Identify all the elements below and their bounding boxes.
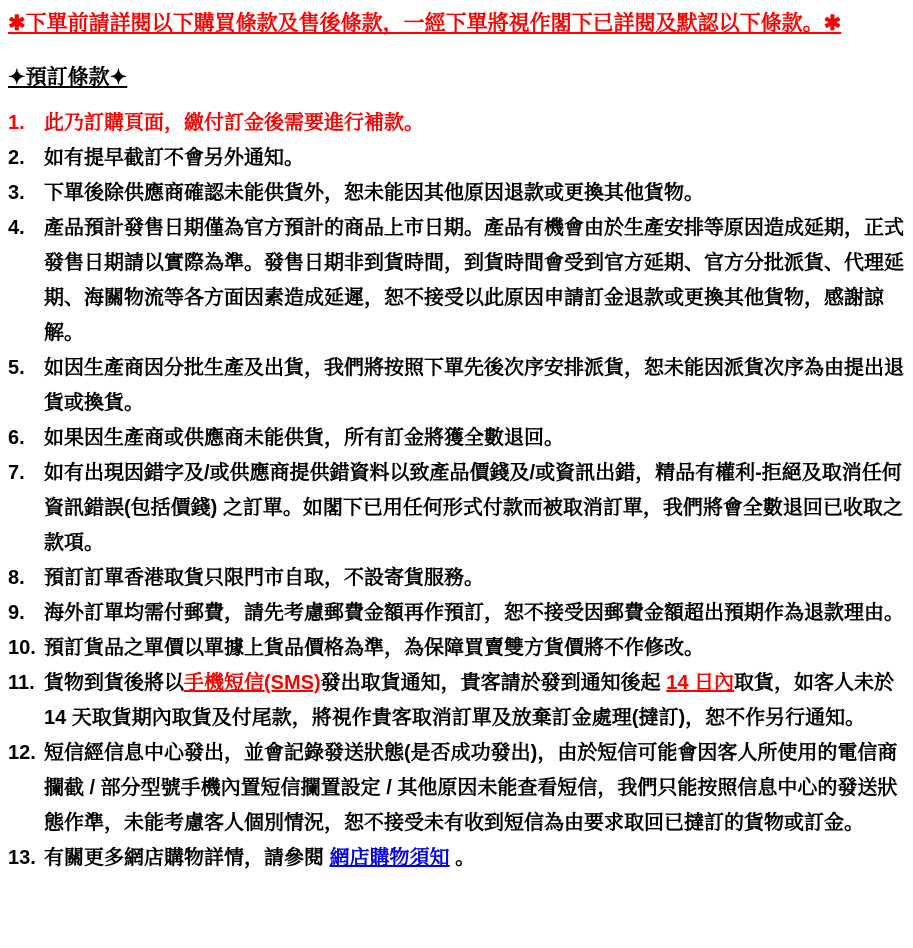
term-number: 2. (8, 147, 25, 169)
term-text-segment: 短信經信息中心發出，並會記錄發送狀態(是否成功發出)，由於短信可能會因客人所使用的電信商攔截 / 部分型號手機內置短信攔置設定 / 其他原因未能查看短信，我們只能按照信息中心的發送狀態作準，未能考慮客人個別情況，恕不接受未有收到短信為由要求取回已撻訂的貨物或訂金。 (44, 742, 898, 834)
term-item-7 (8, 456, 905, 561)
term-item-8 (8, 561, 905, 596)
term-text (44, 561, 905, 596)
term-text-segment: 產品預計發售日期僅為官方預計的商品上市日期。產品有機會由於生產安排等原因造成延期，正式發售日期請以實際為準。發售日期非到貨時間，到貨時間會受到官方延期、官方分批派貨、代理延期、海關物流等各方面因素造成延遲，恕不接受以此原因申請訂金退款或更換其他貨物，感謝諒解。 (44, 217, 904, 344)
highlighted-term-text: 手機短信(SMS) (184, 672, 321, 694)
shop-notice-link[interactable]: 網店購物須知 (329, 847, 450, 869)
term-number: 1. (8, 112, 25, 134)
term-number: 8. (8, 567, 25, 589)
section-title: ✦預訂條款✦ (8, 66, 128, 89)
term-number: 12. (8, 742, 36, 764)
term-item-9 (8, 596, 905, 631)
term-item-12 (8, 736, 905, 841)
term-item-6 (8, 421, 905, 456)
term-text (44, 176, 905, 211)
term-number: 4. (8, 217, 25, 239)
term-text-segment: 取貨，如客人未於 14 天取貨期內取貨及付尾款，將視作貴客取消訂單及放棄訂金處理(撻訂)，恕不作另行通知。 (44, 672, 895, 729)
term-item-1 (8, 106, 905, 141)
term-text (44, 351, 905, 421)
term-item-3 (8, 176, 905, 211)
term-number: 10. (8, 637, 36, 659)
term-number: 9. (8, 602, 25, 624)
term-text (44, 841, 905, 876)
term-text-segment: 如有出現因錯字及/或供應商提供錯資料以致產品價錢及/或資訊出錯，精品有權利-拒絕及取消任何資訊錯誤(包括價錢) 之訂單。如閣下已用任何形式付款而被取消訂單，我們將會全數退回已收取之款項。 (44, 462, 903, 554)
header-notice: ✱下單前請詳閱以下購買條款及售後條款，一經下單將視作閣下已詳閱及默認以下條款。✱ (8, 12, 842, 35)
term-item-5 (8, 351, 905, 421)
term-text (44, 106, 905, 141)
term-item-13 (8, 841, 905, 876)
term-text (44, 421, 905, 456)
term-text-segment: 如因生產商因分批生產及出貨，我們將按照下單先後次序安排派貨，恕未能因派貨次序為由提出退貨或換貨。 (44, 357, 904, 414)
term-number: 5. (8, 357, 25, 379)
term-text-segment: 發出取貨通知，貴客請於發到通知後起 (320, 672, 667, 694)
term-text-segment: 海外訂單均需付郵費，請先考慮郵費金額再作預訂，恕不接受因郵費金額超出預期作為退款理由。 (44, 602, 904, 624)
term-item-2 (8, 141, 905, 176)
term-number: 6. (8, 427, 25, 449)
term-number: 13. (8, 847, 36, 869)
term-text-segment: 如有提早截訂不會另外通知。 (44, 147, 304, 169)
term-text-segment: 此乃訂購頁面，繳付訂金後需要進行補款。 (44, 112, 424, 134)
term-text-segment: 預訂貨品之單價以單據上貨品價格為準，為保障買賣雙方貨價將不作修改。 (44, 637, 704, 659)
term-text (44, 141, 905, 176)
term-number: 3. (8, 182, 25, 204)
term-text (44, 211, 905, 351)
highlighted-term-text: 14 日內 (666, 672, 735, 694)
terms-list (8, 106, 905, 876)
term-number: 11. (8, 672, 35, 694)
term-text (44, 736, 905, 841)
term-text (44, 631, 905, 666)
term-text-segment: 預訂訂單香港取貨只限門市自取，不設寄貨服務。 (44, 567, 484, 589)
term-text (44, 456, 905, 561)
term-text-segment: 如果因生產商或供應商未能供貨，所有訂金將獲全數退回。 (44, 427, 564, 449)
term-text-segment: 貨物到貨後將以 (44, 672, 184, 694)
term-text (44, 596, 905, 631)
term-text (44, 666, 905, 736)
term-item-4 (8, 211, 905, 351)
term-number: 7. (8, 462, 25, 484)
term-text-segment: 。 (449, 847, 476, 869)
term-text-segment: 下單後除供應商確認未能供貨外，恕未能因其他原因退款或更換其他貨物。 (44, 182, 704, 204)
term-item-11 (8, 666, 905, 736)
term-text-segment: 有關更多網店購物詳情，請參閱 (44, 847, 330, 869)
term-item-10 (8, 631, 905, 666)
